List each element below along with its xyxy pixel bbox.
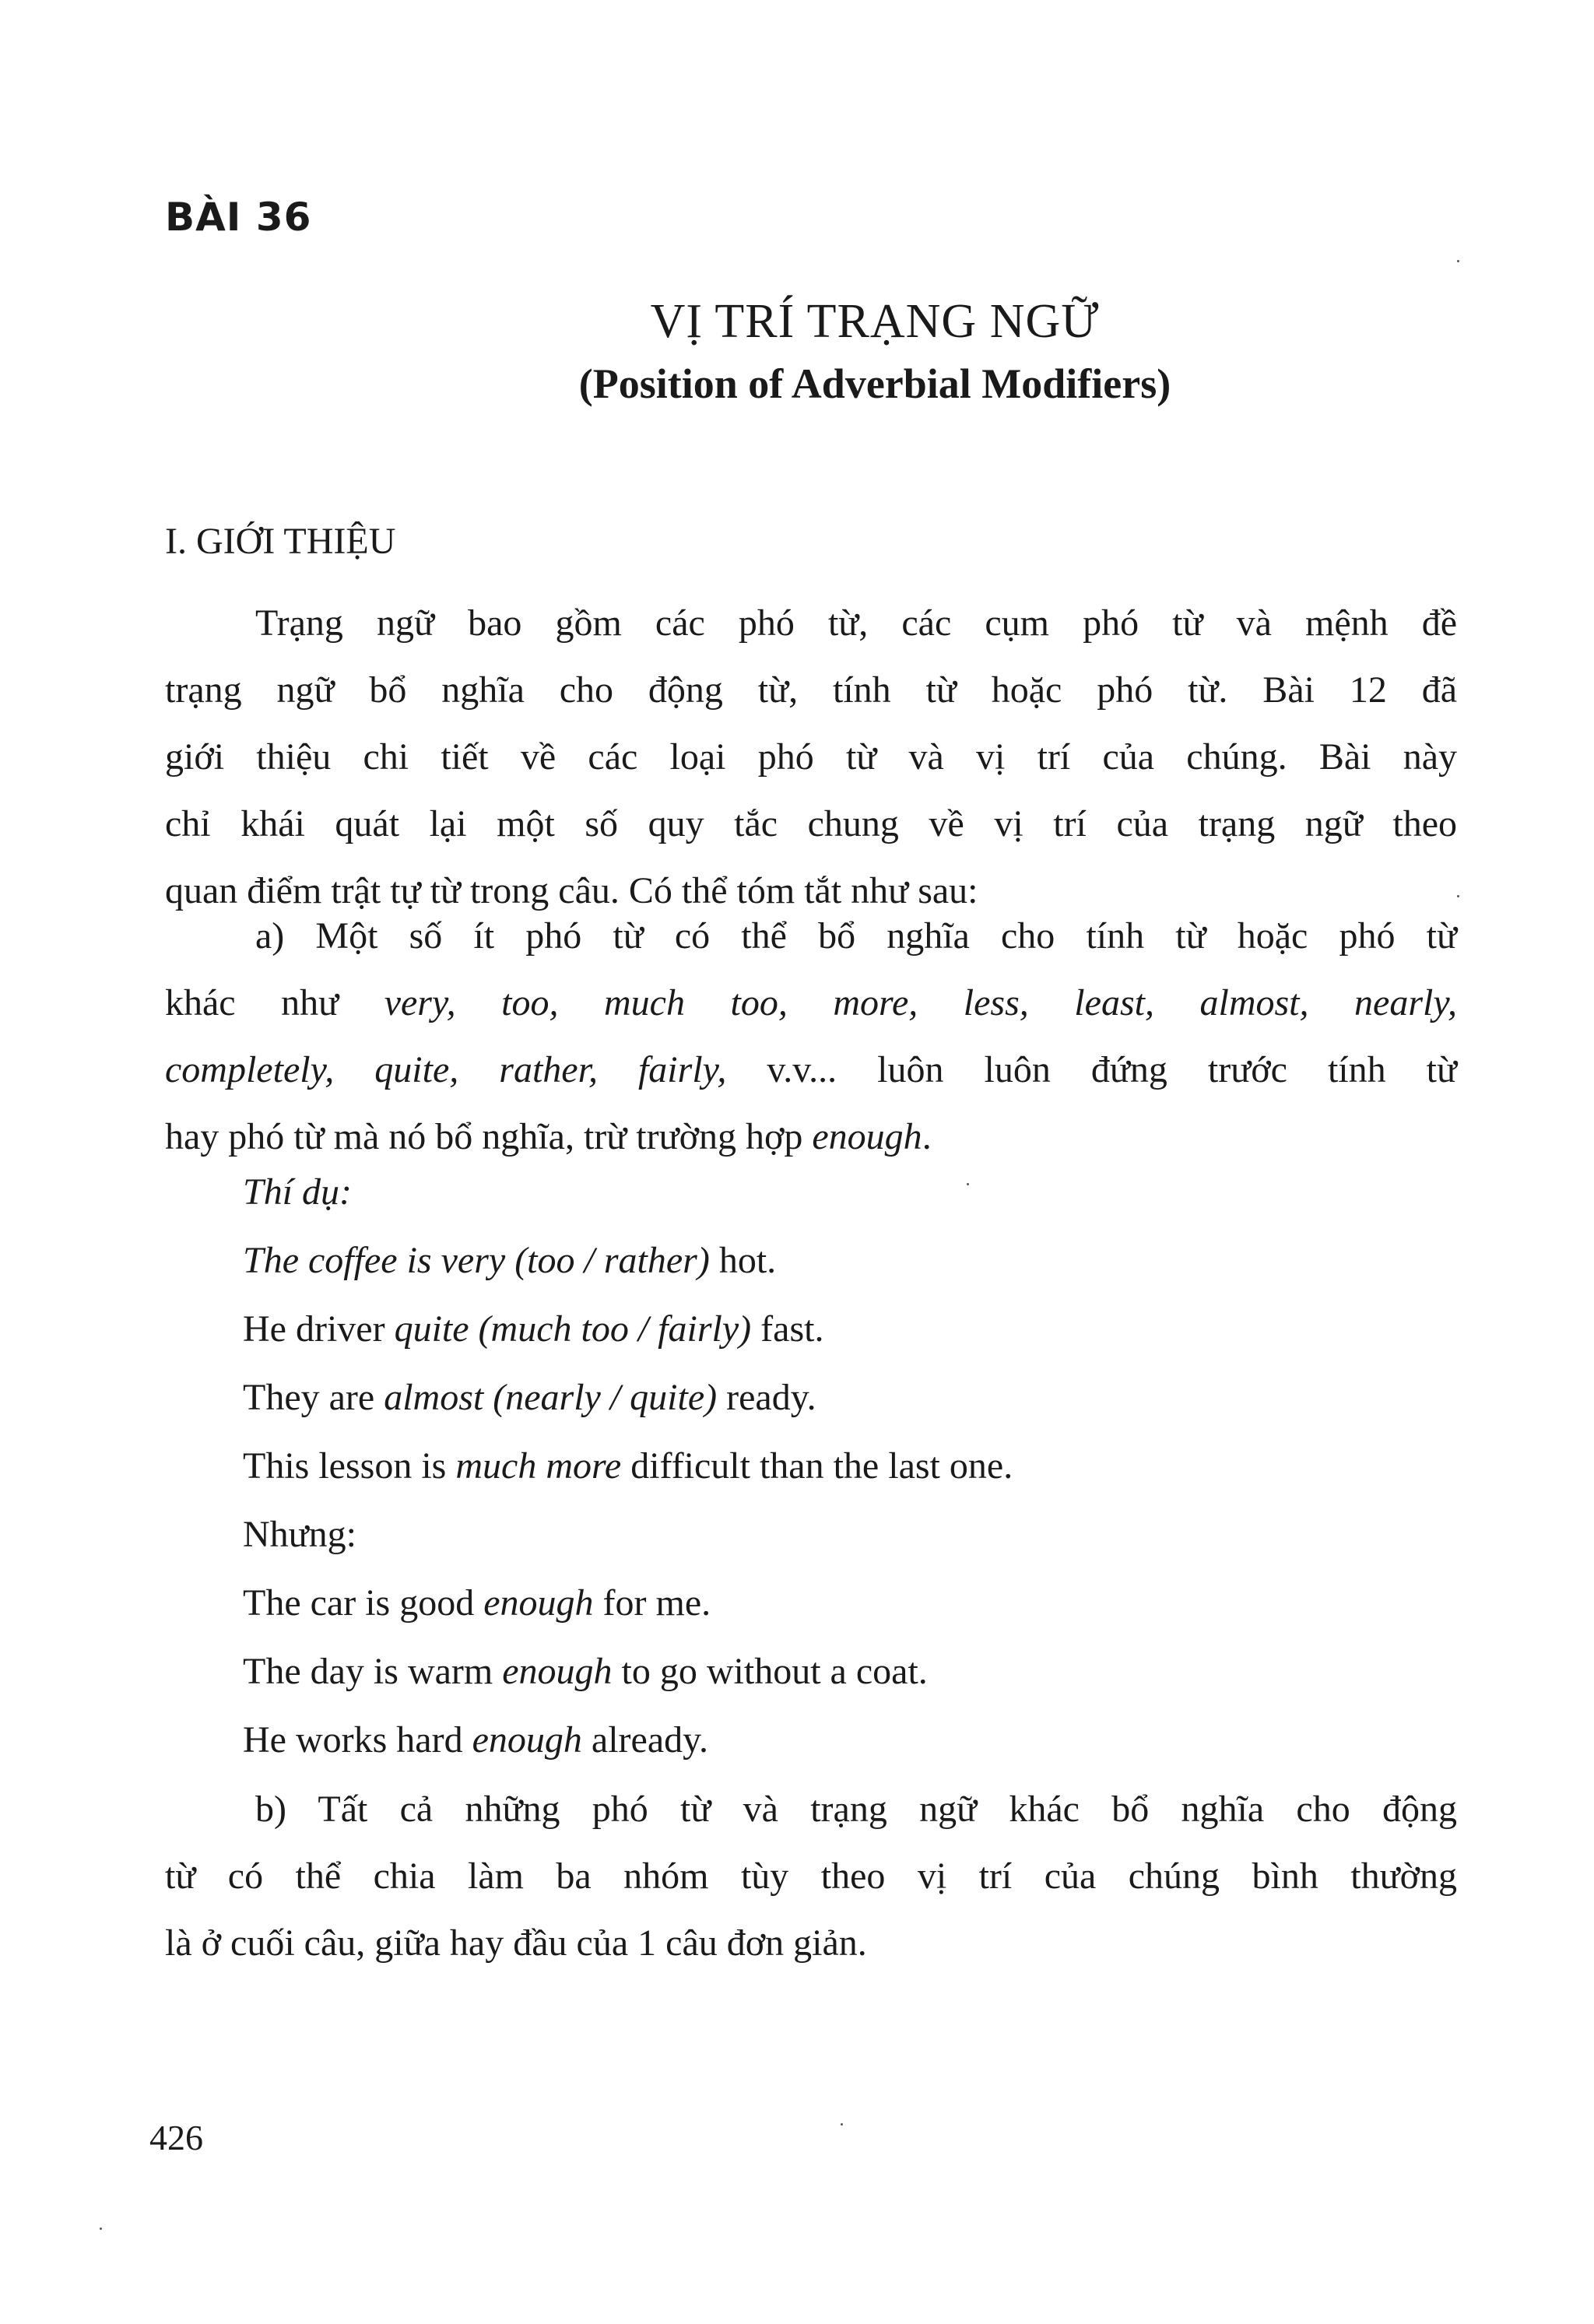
scan-speck (1457, 895, 1459, 897)
rule-a-line (165, 970, 1457, 1037)
page-title-text: VỊ TRÍ TRẠNG NGỮ (650, 295, 1100, 348)
italic-run: enough (483, 1582, 594, 1624)
text-run: hay phó từ mà nó bổ nghĩa, trừ trường hợp (165, 1116, 813, 1157)
intro-line: trạng ngữ bổ nghĩa cho động từ, tính từ hoặc phó từ. Bài 12 đã (165, 669, 1457, 711)
text-run: already. (581, 1719, 709, 1761)
intro-line: chỉ khái quát lại một số quy tắc chung về vị trí của trạng ngữ theo (165, 803, 1457, 844)
page-title (0, 294, 1594, 349)
italic-run: almost (nearly / quite) (384, 1377, 718, 1418)
text-run: fast. (751, 1308, 824, 1350)
example-sentence (243, 1308, 823, 1350)
example-sentence (243, 1582, 711, 1624)
contrast-label: Nhưng: (243, 1514, 357, 1555)
example-sentence (243, 1239, 776, 1282)
text-run: . (922, 1116, 932, 1157)
section-heading: I. GIỚI THIỆU (165, 521, 396, 562)
italic-run: enough (502, 1651, 613, 1692)
text-run: The car is good (243, 1582, 484, 1624)
text-run: ready. (717, 1377, 816, 1418)
italic-run: Thí dụ: (243, 1171, 353, 1213)
italic-run: enough (472, 1719, 582, 1761)
example-sentence (243, 1718, 708, 1761)
text-run: for me. (593, 1582, 711, 1624)
intro-line: Trạng ngữ bao gồm các phó từ, các cụm phó từ và mệnh đề (255, 602, 1457, 644)
intro-line: quan điểm trật tự từ trong câu. Có thể tóm tắt như sau: (165, 870, 978, 911)
rule-b-line: từ có thể chia làm ba nhóm tùy theo vị trí của chúng bình thường (165, 1855, 1457, 1897)
text-run: hot. (709, 1240, 777, 1281)
scan-speck (100, 2227, 102, 2230)
text-run: khác như (165, 982, 384, 1023)
example-label (243, 1171, 352, 1213)
rule-a-line (165, 1037, 1457, 1104)
text-run: He driver (243, 1308, 395, 1350)
italic-run: completely, quite, rather, fairly, (165, 1049, 727, 1090)
rule-b-line: b) Tất cả những phó từ và trạng ngữ khác bổ nghĩa cho động (255, 1789, 1457, 1830)
text-run: to go without a coat. (612, 1651, 928, 1692)
scan-speck (967, 1183, 969, 1185)
italic-run: The coffee is very (too / rather) (243, 1240, 710, 1281)
text-run: They are (243, 1377, 384, 1418)
italic-run: quite (much too / fairly) (394, 1308, 752, 1350)
text-run: difficult than the last one. (621, 1445, 1013, 1487)
page-subtitle (0, 360, 1594, 408)
page-number: 426 (149, 2118, 203, 2157)
intro-line: giới thiệu chi tiết về các loại phó từ và vị trí của chúng. Bài này (165, 736, 1457, 778)
lesson-label: BÀI 36 (165, 195, 312, 240)
intro-paragraph (165, 590, 1457, 925)
rule-b-line: là ở cuối câu, giữa hay đầu của 1 câu đơn giản. (165, 1922, 867, 1964)
example-sentence (243, 1376, 816, 1419)
rule-a-line: a) Một số ít phó từ có thể bổ nghĩa cho tính từ hoặc phó từ (255, 915, 1457, 957)
italic-run: much more (455, 1445, 622, 1487)
text-run: v.v... luôn luôn đứng trước tính từ (726, 1049, 1458, 1090)
rule-a-line (165, 1104, 1457, 1171)
scan-speck (841, 2123, 843, 2126)
example-sentence (243, 1650, 928, 1693)
text-run: This lesson is (243, 1445, 456, 1487)
scan-speck (1457, 260, 1459, 262)
example-sentence (243, 1445, 1013, 1487)
italic-run: very, too, much too, more, less, least, almost, nearly, (384, 982, 1458, 1023)
text-run: He works hard (243, 1719, 472, 1761)
rule-a-paragraph (165, 903, 1457, 1171)
italic-run: enough (812, 1116, 922, 1157)
page-subtitle-text: (Position of Adverbial Modifiers) (578, 360, 1171, 407)
text-run: The day is warm (243, 1651, 503, 1692)
rule-b-paragraph (165, 1776, 1457, 1977)
